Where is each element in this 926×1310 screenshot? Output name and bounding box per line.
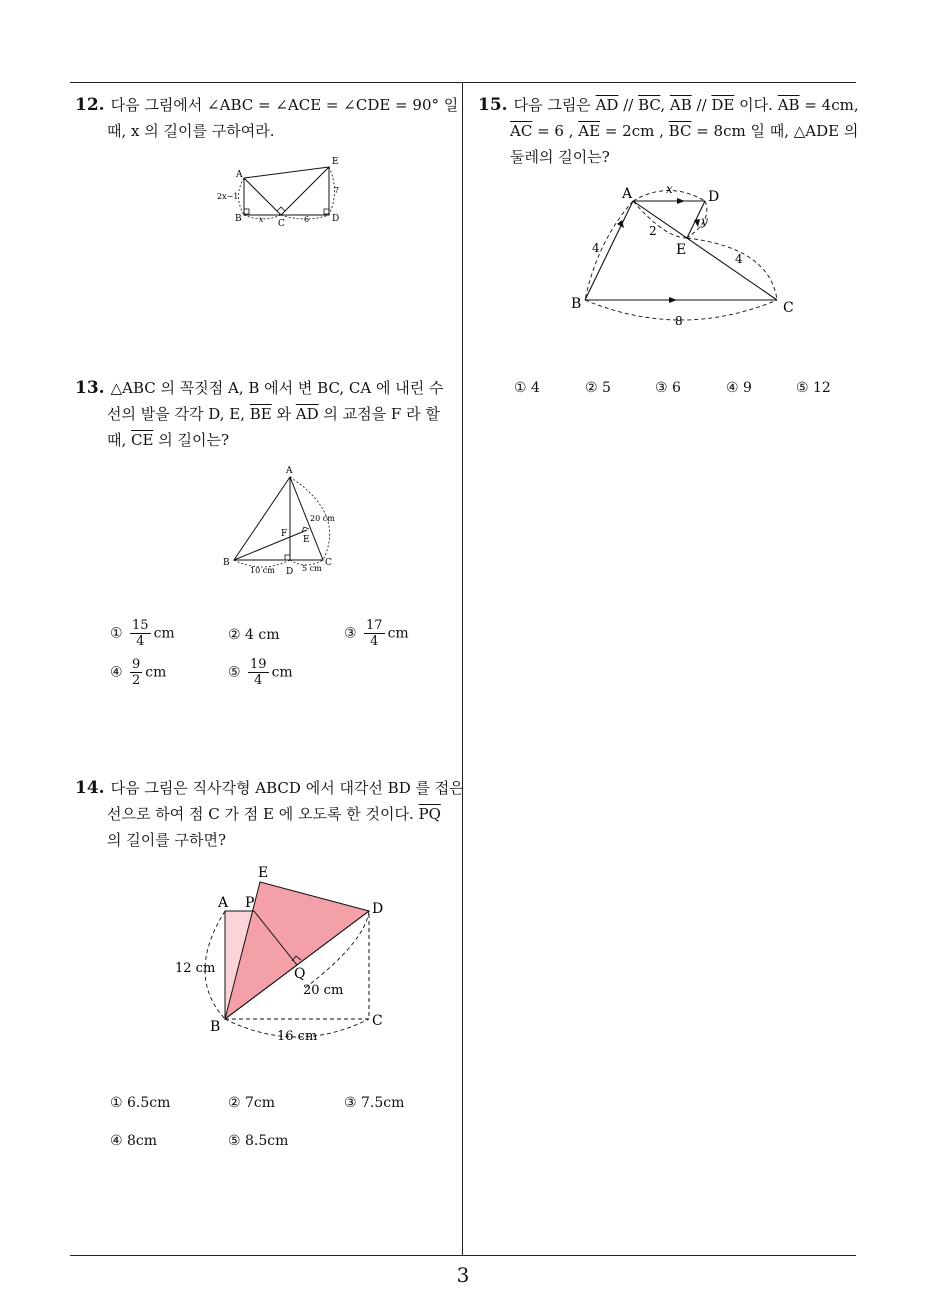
- option-3[interactable]: ③ $\frac{17}{4}$ cm: [344, 618, 409, 649]
- q15-figure: [565, 180, 805, 330]
- label-ab: 4: [592, 241, 600, 255]
- label-right: 7: [334, 186, 340, 195]
- label-d: D: [332, 214, 340, 224]
- label-bd: 10 cm: [250, 566, 275, 575]
- question-text: 다음 그림은 $\overline{AD} // \overline{BC}$, $\overline{AB} // \overline{DE}$ 이다. $\overline{AB} = 4cm$,: [513, 96, 859, 114]
- label-a: A: [218, 895, 229, 911]
- option-5[interactable]: ⑤ $\frac{19}{4}$ cm: [228, 657, 293, 688]
- question-text: 둘레의 길이는?: [510, 148, 610, 166]
- label-a: A: [286, 466, 293, 476]
- label-c: C: [372, 1013, 383, 1029]
- question-12: [75, 92, 458, 144]
- label-e: E: [676, 242, 687, 258]
- question-text: 다음 그림은 직사각형 ABCD 에서 대각선 BD 를 접은: [110, 779, 464, 797]
- question-text: 의 길이를 구하면?: [107, 831, 227, 849]
- label-dc: 5 cm: [302, 564, 322, 573]
- option-2[interactable]: ② 7cm: [228, 1095, 276, 1111]
- question-text: △ABC 의 꼭짓점 A, B 에서 변 BC, CA 에 내린 수: [110, 379, 444, 397]
- label-ae: 2: [649, 224, 657, 238]
- label-bc: 8: [675, 314, 683, 328]
- label-d: D: [286, 567, 294, 577]
- question-14: [75, 775, 464, 853]
- label-ab: 12 cm: [175, 961, 216, 976]
- question-text: 다음 그림에서 ∠ABC = ∠ACE = ∠CDE = 90° 일: [110, 96, 459, 114]
- label-x: x: [666, 182, 673, 196]
- option-1[interactable]: ① $\frac{15}{4}$ cm: [110, 618, 175, 649]
- option-5[interactable]: ⑤ 8.5cm: [228, 1133, 289, 1149]
- question-number: 12.: [75, 95, 105, 115]
- question-text: 때, $\overline{CE}$ 의 길이는?: [107, 431, 230, 449]
- question-text: $\overline{AC} = 6$ , $\overline{AE} = 2cm$ , $\overline{BC} = 8cm$ 일 때, △ADE 의: [510, 122, 859, 140]
- bottom-rule: [70, 1255, 856, 1256]
- label-y: y: [701, 214, 708, 228]
- label-bottom-right: 6: [304, 215, 310, 224]
- label-ac: 20 cm: [310, 514, 335, 523]
- label-e: E: [303, 535, 310, 545]
- option-4[interactable]: ④ 8cm: [110, 1133, 158, 1149]
- question-text: 때, x 의 길이를 구하여라.: [107, 122, 275, 140]
- label-e: E: [332, 157, 339, 167]
- question-number: 15.: [478, 95, 508, 115]
- page-number: 3: [456, 1263, 470, 1287]
- label-bottom-left: x: [259, 215, 264, 224]
- triangle-cde: [281, 167, 329, 215]
- option-2[interactable]: ② 5: [585, 380, 611, 396]
- option-3[interactable]: ③ 6: [655, 380, 681, 396]
- q14-figure: [165, 860, 405, 1050]
- label-c: C: [325, 558, 332, 568]
- question-15: [478, 92, 859, 170]
- option-2[interactable]: ② 4 cm: [228, 627, 280, 643]
- label-q: Q: [294, 966, 306, 982]
- label-bd: 20 cm: [303, 983, 344, 998]
- option-4[interactable]: ④ $\frac{9}{2}$ cm: [110, 657, 167, 688]
- label-b: B: [223, 558, 230, 568]
- option-5[interactable]: ⑤ 12: [796, 380, 831, 396]
- triangle-abc: [244, 178, 281, 215]
- label-b: B: [235, 214, 242, 224]
- label-f: F: [281, 529, 288, 539]
- option-3[interactable]: ③ 7.5cm: [344, 1095, 405, 1111]
- label-c: C: [783, 300, 794, 316]
- label-ec: 4: [735, 252, 743, 266]
- label-bc: 16 cm: [277, 1029, 318, 1044]
- column-divider: [462, 82, 463, 1256]
- label-a: A: [622, 186, 633, 202]
- label-d: D: [708, 189, 720, 205]
- question-text: 선의 발을 각각 D, E, $\overline{BE}$ 와 $\overline{AD}$ 의 교점을 F 라 할: [107, 405, 440, 423]
- option-4[interactable]: ④ 9: [726, 380, 752, 396]
- label-a: A: [236, 170, 243, 180]
- top-rule: [70, 82, 856, 83]
- question-13: [75, 375, 444, 453]
- label-e: E: [258, 865, 269, 881]
- label-p: P: [245, 895, 255, 911]
- option-1[interactable]: ① 6.5cm: [110, 1095, 171, 1111]
- label-left: 2x−1: [217, 192, 239, 201]
- question-number: 13.: [75, 378, 105, 398]
- label-b: B: [571, 296, 582, 312]
- label-d: D: [372, 901, 384, 917]
- q13-figure: [218, 462, 368, 582]
- label-c: C: [278, 219, 285, 229]
- question-text: 선으로 하여 점 C 가 점 E 에 오도록 한 것이다. $\overline{PQ}$: [107, 805, 441, 823]
- question-number: 14.: [75, 778, 105, 798]
- option-1[interactable]: ① 4: [514, 380, 540, 396]
- q12-figure: [215, 155, 345, 230]
- label-b: B: [210, 1019, 221, 1035]
